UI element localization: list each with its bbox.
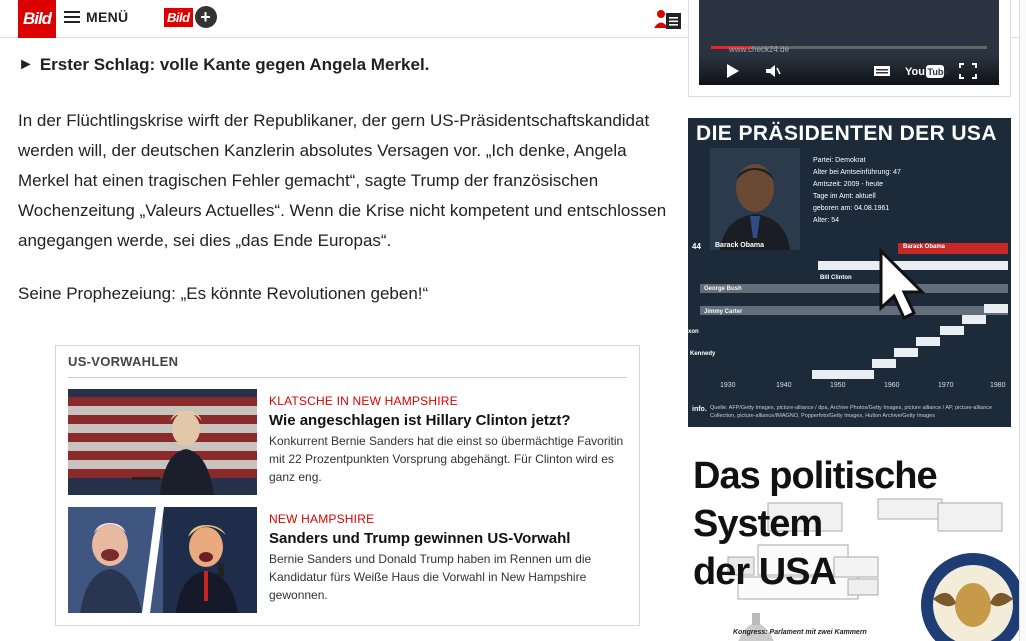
play-arrow-icon: ► <box>18 56 34 73</box>
timeline-bar <box>700 306 1008 315</box>
president-name: Bill Clinton <box>820 275 852 281</box>
svg-text:You: You <box>905 66 925 78</box>
plus-icon: + <box>195 6 217 28</box>
related-description: Konkurrent Bernie Sanders hat die einst so übermächtige Favoritin mit 22 Prozentpunkten Vorsprung abgehängt. Für Clinton wird es ganz eng. <box>269 434 624 484</box>
axis-year: 1950 <box>830 382 846 389</box>
related-article-text <box>269 394 629 486</box>
axis-year: 1960 <box>884 382 900 389</box>
sanders-trump-photo[interactable] <box>68 507 257 613</box>
cursor-icon <box>878 248 926 322</box>
fact-line: Tage im Amt: aktuell <box>813 193 876 200</box>
related-article-clinton[interactable] <box>68 389 628 495</box>
obama-portrait <box>710 148 800 250</box>
timeline-bar <box>812 370 874 379</box>
presidents-facts <box>813 155 901 227</box>
info-logo: info. <box>692 406 707 413</box>
video-widget <box>688 0 1011 97</box>
timeline-bar <box>916 337 940 346</box>
fact-line: Alter: 54 <box>813 217 840 224</box>
title-line: Das politische System <box>693 455 937 545</box>
video-watermark: www.check24.de <box>729 45 790 54</box>
related-kicker: KLATSCHE IN NEW HAMPSHIRE <box>269 394 458 408</box>
fact-line: geboren am: 04.08.1961 <box>813 205 890 212</box>
timeline-bar <box>940 326 964 335</box>
article-paragraph: Seine Prophezeiung: „Es könnte Revolutionen geben!“ <box>18 284 429 303</box>
president-name: Barack Obama <box>903 244 946 250</box>
menu-label: MENÜ <box>86 9 129 25</box>
article-paragraph: In der Flüchtlingskrise wirft der Republikaner, der gern US-Präsidentschaftskandidat werden will, der deutschen Kanzlerin absolutes Versagen vor. „Ich denke, Angela Merkel hat einen tragischen Fehler gemacht“, sagte Trump der französischen Wochenzeitung „Valeurs Actuelles“. Wenn die Krise nicht kompetent und entschlossen angegangen werde, sei dies „das Ende Europas“. <box>18 111 667 250</box>
fact-line: Amtszeit: 2009 - heute <box>813 181 884 188</box>
diagram-caption: Kongress: Parlament mit zwei Kammern <box>733 629 867 636</box>
political-system-title <box>693 452 1011 596</box>
clinton-photo[interactable] <box>68 389 257 495</box>
video-controls <box>699 55 999 85</box>
bild-logo[interactable]: Bild <box>18 0 56 38</box>
axis-year: 1970 <box>938 382 954 389</box>
article-body <box>18 55 678 309</box>
related-articles-box <box>55 345 640 626</box>
image-source: Quelle: AFP/Getty Images, picture-alliance / dpa, Archive Photos/Getty Images, picture alliance / AP, picture-alliance Collection, picture-alliance/IMAGNO, Popperfoto/Getty Images, Hulton Archive/Getty Images <box>710 405 993 419</box>
presidents-promo-title: DIE PRÄSIDENTEN DER USA <box>696 122 997 145</box>
hamburger-icon <box>64 11 80 23</box>
president-name: xon <box>688 329 699 335</box>
timeline-bar <box>872 359 896 368</box>
play-icon[interactable] <box>725 63 741 79</box>
fullscreen-icon[interactable] <box>959 63 977 79</box>
fact-line: Partei: Demokrat <box>813 157 866 164</box>
president-name: Barack Obama <box>715 242 765 249</box>
related-article-sanders-trump[interactable] <box>68 507 628 613</box>
bullet-headline <box>18 55 678 75</box>
bildplus-logo: Bild <box>164 8 193 27</box>
timeline-bar <box>894 348 918 357</box>
timeline-bar <box>962 315 986 324</box>
related-description: Bernie Sanders und Donald Trump haben im Rennen um die Kandidatur fürs Weiße Haus die Vorwahl in New Hampshire gewonnen. <box>269 552 592 602</box>
president-name: Jimmy Carter <box>704 309 743 315</box>
related-title: US-VORWAHLEN <box>68 354 179 369</box>
svg-text:Tube: Tube <box>927 67 949 77</box>
related-article-text <box>269 512 629 604</box>
bullet-headline-text: Erster Schlag: volle Kante gegen Angela Merkel. <box>39 55 430 74</box>
related-headline[interactable]: Wie angeschlagen ist Hillary Clinton jetzt? <box>269 412 571 429</box>
related-headline[interactable]: Sanders und Trump gewinnen US-Vorwahl <box>269 530 571 547</box>
related-kicker: NEW HAMPSHIRE <box>269 512 375 526</box>
president-name: Kennedy <box>690 351 716 357</box>
fact-line: Alter bei Amtseinführung: 47 <box>813 169 901 176</box>
axis-year: 1980 <box>990 382 1006 389</box>
bildplus-link[interactable] <box>164 6 217 28</box>
video-player[interactable] <box>699 0 999 85</box>
reader-icon[interactable] <box>652 8 684 30</box>
president-name: George Bush <box>704 286 742 292</box>
timeline-bar <box>984 304 1008 313</box>
captions-icon[interactable] <box>873 63 891 79</box>
divider <box>68 377 627 378</box>
president-number: 44 <box>692 242 701 251</box>
axis-year: 1940 <box>776 382 792 389</box>
presidents-promo[interactable] <box>688 118 1011 427</box>
volume-icon[interactable] <box>765 63 781 79</box>
menu-button[interactable] <box>64 9 128 25</box>
timeline-bar <box>700 284 1008 293</box>
scrollbar[interactable] <box>1019 0 1026 641</box>
axis-year: 1930 <box>720 382 736 389</box>
youtube-logo-icon[interactable] <box>905 63 949 79</box>
title-line: der USA <box>693 551 836 593</box>
political-system-promo[interactable] <box>688 450 1011 641</box>
